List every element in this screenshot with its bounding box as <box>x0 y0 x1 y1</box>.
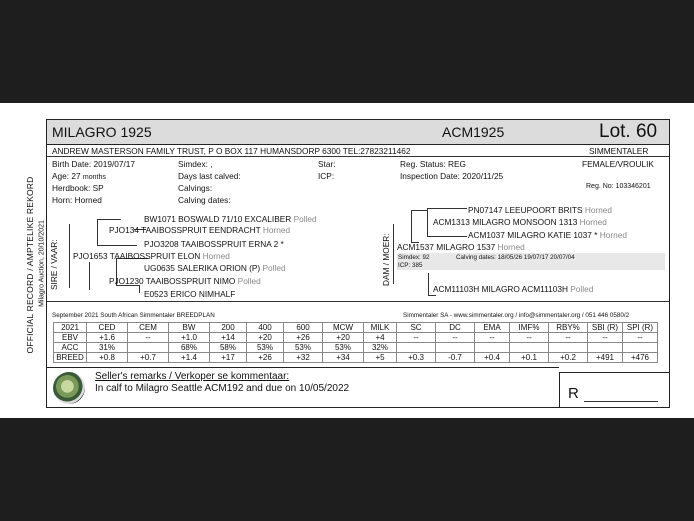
pedigree-status: Polled <box>262 263 286 273</box>
ebv-cell: +476 <box>623 353 658 363</box>
bottom-band <box>0 418 694 521</box>
ebv-cell: +1.0 <box>169 333 210 343</box>
ebv-header-cell: 400 <box>247 323 284 333</box>
ebv-cell <box>510 343 549 353</box>
ebv-header-cell: CEM <box>128 323 169 333</box>
dam-line <box>427 236 467 237</box>
ebv-header-cell: 200 <box>210 323 247 333</box>
dam-sire-sire <box>468 205 612 215</box>
ebv-cell: -- <box>128 333 169 343</box>
pedigree-name: E0523 ERICO NIMHALF <box>144 289 236 299</box>
ebv-table <box>53 322 658 363</box>
ebv-cell: +1.4 <box>169 353 210 363</box>
sire-line <box>97 245 137 246</box>
signature-line <box>584 401 658 402</box>
pedigree-name: UG0635 SALERIKA ORION (P) <box>144 263 261 273</box>
sire-line <box>139 285 140 293</box>
ebv-header-cell: CED <box>87 323 128 333</box>
sire-sire <box>109 225 290 235</box>
star: Star: <box>318 159 336 169</box>
dam-label: DAM / MOER: <box>381 233 391 286</box>
pedigree-name: ACM1037 MILAGRO KATIE 1037 * <box>468 230 598 240</box>
ebv-cell: +17 <box>210 353 247 363</box>
pedigree-name: ACM1313 MILAGRO MONSOON 1313 <box>433 217 578 227</box>
society-contact: Simmentaler SA - www.simmentaler.org / info@simmentaler.org / 051 446 0580/2 <box>403 312 630 319</box>
ebv-header-cell: EMA <box>475 323 510 333</box>
pedigree-status: Horned <box>262 225 291 235</box>
ebv-cell <box>623 343 658 353</box>
sire-dam-dam <box>144 289 235 299</box>
remarks-text: In calf to Milagro Seattle ACM192 and due on 10/05/2022 <box>95 383 350 394</box>
pedigree-name: PJO1653 TAAIBOSSPRUIT ELON <box>73 251 201 261</box>
side-caption <box>14 150 46 390</box>
ebv-header-cell: SBI (R) <box>588 323 623 333</box>
dam-dam <box>433 284 593 294</box>
ebv-cell: -- <box>588 333 623 343</box>
ebv-header-cell: MCW <box>323 323 364 333</box>
ebv-cell <box>549 343 588 353</box>
calvings: Calvings: <box>178 183 213 193</box>
top-band <box>0 0 694 103</box>
ebv-cell: +26 <box>247 353 284 363</box>
ebv-cell <box>588 343 623 353</box>
sire-line <box>89 262 90 290</box>
pedigree-status: Polled <box>570 284 594 294</box>
dam-icp: ICP: 385 <box>398 262 423 269</box>
ebv-header-cell: SC <box>397 323 436 333</box>
pedigree-name: BW1071 BOSWALD 71/10 EXCALIBER <box>144 214 292 224</box>
inspection-date: Inspection Date: 2020/11/25 <box>400 171 504 181</box>
simmentaler-seal-icon <box>53 372 85 404</box>
birth-date: Birth Date: 2019/07/17 <box>52 159 136 169</box>
pedigree-status: Polled <box>293 214 317 224</box>
ebv-header-cell: RBY% <box>549 323 588 333</box>
pedigree-name: ACM1537 MILAGRO 1537 <box>397 242 496 252</box>
dam-calving-dates: Calving dates: 18/05/26 19/07/17 20/07/04 <box>456 254 575 261</box>
horn: Horn: Horned <box>52 195 102 205</box>
ebv-cell: +1.6 <box>87 333 128 343</box>
remarks-section <box>47 367 559 408</box>
lot-card <box>46 119 670 408</box>
ebv-header-row <box>54 323 658 333</box>
ebv-cell: -- <box>397 333 436 343</box>
age <box>52 171 106 181</box>
ebv-row <box>54 343 658 353</box>
ebv-cell: +32 <box>284 353 323 363</box>
ebv-cell <box>397 343 436 353</box>
animal-id: ACM1925 <box>442 124 505 140</box>
ebv-header-cell: MILK <box>364 323 397 333</box>
auction-date-label: Milagro Auction, 20/10/2021 <box>38 220 46 307</box>
remarks-title: Seller's remarks / Verkoper se kommentaar: <box>95 371 290 382</box>
pedigree-name: PJO1230 TAAIBOSSPRUIT NIMO <box>109 276 236 286</box>
dam-line <box>428 295 436 296</box>
ebv-header-cell: 2021 <box>54 323 87 333</box>
ebv-cell: +5 <box>364 353 397 363</box>
ebv-cell: +0.3 <box>397 353 436 363</box>
pedigree-status: Horned <box>202 251 230 261</box>
calving-dates: Calving dates: <box>178 195 231 205</box>
sire-sire-dam <box>144 239 284 249</box>
ebv-header-cell: SPI (R) <box>623 323 658 333</box>
ebv-cell: +14 <box>210 333 247 343</box>
sire-line <box>97 219 121 220</box>
ebv-cell: -- <box>436 333 475 343</box>
pedigree-name: ACM11103H MILAGRO ACM11103H <box>433 284 568 294</box>
days-last-calved: Days last calved: <box>178 171 241 181</box>
icp: ICP: <box>318 171 335 181</box>
pedigree-name: PJO3208 TAAIBOSSPRUIT ERNA 2 * <box>144 239 284 249</box>
divider <box>47 301 669 302</box>
pedigree-status: Polled <box>237 276 261 286</box>
ebv-cell: +20 <box>323 333 364 343</box>
dam <box>397 242 525 252</box>
breedplan-date: September 2021 South African Simmentaler BREEDPLAN <box>52 312 215 319</box>
ebv-row <box>54 333 658 343</box>
age-unit: months <box>82 174 106 181</box>
ebv-cell: +0.8 <box>87 353 128 363</box>
ebv-cell: 32% <box>364 343 397 353</box>
ebv-cell: ACC <box>54 343 87 353</box>
ebv-cell <box>475 343 510 353</box>
pedigree-status: Horned <box>584 205 613 215</box>
ebv-header-cell: IMF% <box>510 323 549 333</box>
sire-dam-sire <box>144 263 286 273</box>
ebv-cell: 68% <box>169 343 210 353</box>
ebv-cell: +26 <box>284 333 323 343</box>
ebv-cell: 31% <box>87 343 128 353</box>
ebv-cell: EBV <box>54 333 87 343</box>
card-header <box>47 120 669 145</box>
ebv-cell: 53% <box>323 343 364 353</box>
ebv-cell: +0.2 <box>549 353 588 363</box>
ebv-cell <box>128 343 169 353</box>
sire-sire-sire <box>144 214 317 224</box>
ebv-cell: +4 <box>364 333 397 343</box>
ebv-cell: 58% <box>210 343 247 353</box>
dam-line <box>411 210 412 242</box>
official-record-label: OFFICIAL RECORD / AMPTELIKE REKORD <box>25 176 35 354</box>
ebv-header-cell: DC <box>436 323 475 333</box>
dam-sire <box>433 217 607 227</box>
ebv-cell: -- <box>549 333 588 343</box>
ebv-cell: BREED <box>54 353 87 363</box>
ebv-row <box>54 353 658 363</box>
dam-bracket <box>393 224 394 284</box>
dam-sire-dam <box>468 230 627 240</box>
ebv-cell: -- <box>510 333 549 343</box>
sex: FEMALE/VROULIK <box>582 159 654 169</box>
ebv-cell: +0.1 <box>510 353 549 363</box>
pedigree-status: Horned <box>497 242 525 252</box>
lot-number: Lot. 60 <box>599 121 658 142</box>
ebv-cell: +0.4 <box>475 353 510 363</box>
pedigree-status: Horned <box>579 217 607 227</box>
dam-line <box>427 208 467 209</box>
ebv-cell: +491 <box>588 353 623 363</box>
ebv-cell: 53% <box>284 343 323 353</box>
r-label: R <box>568 385 579 402</box>
pedigree-status: Horned <box>599 230 627 240</box>
ebv-cell: 53% <box>247 343 284 353</box>
sire <box>73 251 230 261</box>
ebv-cell: -- <box>623 333 658 343</box>
ebv-cell: +0.7 <box>128 353 169 363</box>
dam-simdex: Simdex: 92 <box>398 254 430 261</box>
dam-line <box>427 208 428 236</box>
ebv-header-cell: 600 <box>284 323 323 333</box>
sire-line <box>97 219 98 245</box>
herdbook: Herdbook: SP <box>52 183 104 193</box>
breed-name: SIMMENTALER <box>589 146 649 156</box>
reg-status: Reg. Status: REG <box>400 159 466 169</box>
r-box <box>559 372 670 408</box>
animal-name: MILAGRO 1925 <box>52 124 152 140</box>
ebv-cell: +34 <box>323 353 364 363</box>
pedigree-name: PN07147 LEEUPOORT BRITS <box>468 205 583 215</box>
ebv-header-cell: BW <box>169 323 210 333</box>
sire-dam <box>109 276 261 286</box>
dam-line <box>428 273 429 295</box>
simdex: Simdex: , <box>178 159 213 169</box>
ebv-cell: -0.7 <box>436 353 475 363</box>
dam-line <box>411 210 427 211</box>
ebv-cell: -- <box>475 333 510 343</box>
sire-label: SIRE / VAAR: <box>49 239 59 290</box>
ebv-cell <box>436 343 475 353</box>
sire-bracket <box>69 224 70 288</box>
pedigree-name: PJO134 TAAIBOSSPRUIT EENDRACHT <box>109 225 261 235</box>
owner-address: ANDREW MASTERSON FAMILY TRUST, P O BOX 117 HUMANSDORP 6300 TEL:27823211462 <box>52 146 411 156</box>
divider <box>47 156 669 157</box>
reg-number: Reg. No: 103346201 <box>586 183 651 190</box>
age-value: Age: 27 <box>52 171 81 181</box>
ebv-cell: +20 <box>247 333 284 343</box>
